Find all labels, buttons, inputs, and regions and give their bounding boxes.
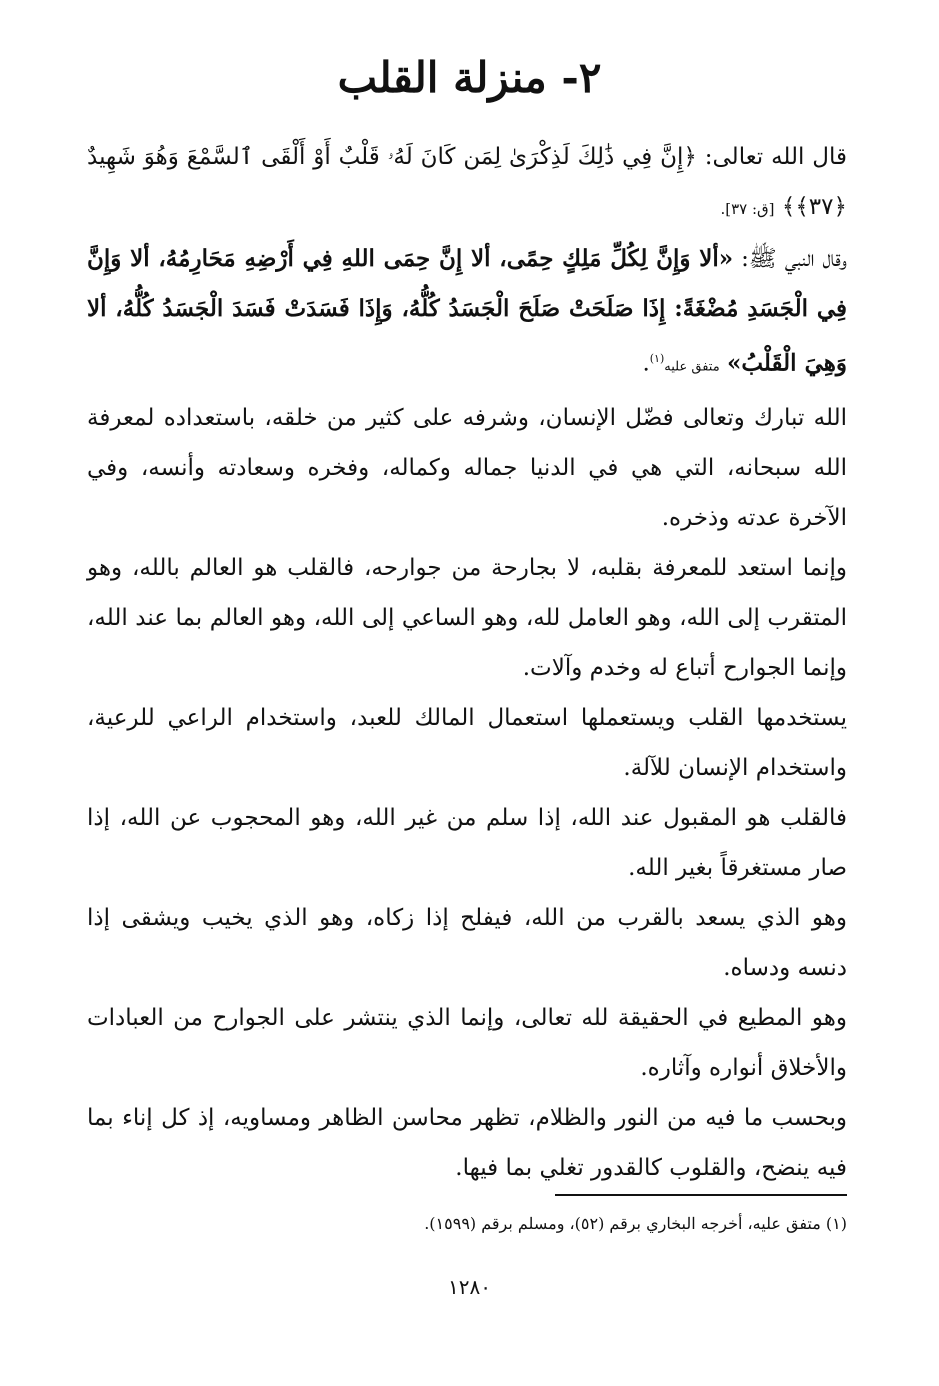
body-paragraph: وهو الذي يسعد بالقرب من الله، فيفلح إذا زكاه، وهو الذي يخيب ويشقى إذا دنسه ودساه. bbox=[87, 904, 847, 981]
page-body bbox=[87, 132, 847, 1193]
hadith-intro: وقال النبي ﷺ: bbox=[741, 246, 848, 272]
body-paragraph: الله تبارك وتعالى فضّل الإنسان، وشرفه على كثير من خلقه، باستعداده لمعرفة الله سبحانه، التي هي في الدنيا جماله وكماله، وفخره وسعادته وأنسه، وفي الآخرة عدته وذخره. bbox=[87, 404, 847, 531]
page-title: ٢- منزلة القلب bbox=[337, 53, 602, 102]
footnote-separator bbox=[555, 1194, 847, 1196]
body-paragraph: وبحسب ما فيه من النور والظلام، تظهر محاسن الظاهر ومساويه، إذ كل إناء بما فيه ينضح، والقلوب كالقدور تغلي بما فيها. bbox=[87, 1104, 847, 1181]
quran-paragraph bbox=[87, 132, 847, 234]
hadith-text: «ألا وَإِنَّ لِكُلِّ مَلِكٍ حِمًى، ألا إِنَّ حِمَى اللهِ فِي أَرْضِهِ مَحَارِمُهُ، ألا وَإِنَّ فِي الْجَسَدِ مُضْغَةً: إِذَا صَلَحَتْ صَلَحَ الْجَسَدُ كُلُّهُ، وَإِذَا فَسَدَتْ فَسَدَ الْجَسَدُ كُلُّهُ، ألا وَهِيَ الْقَلْبُ» bbox=[87, 245, 847, 377]
hadith-paragraph: وقال النبي ﷺ: «ألا وَإِنَّ لِكُلِّ مَلِكٍ حِمًى، ألا إِنَّ حِمَى اللهِ فِي أَرْضِهِ مَحَارِمُهُ، ألا وَإِنَّ فِي الْجَسَدِ مُضْغَةً: إِذَا صَلَحَتْ صَلَحَ الْجَسَدُ كُلُّهُ، وَإِذَا فَسَدَتْ فَسَدَ الْجَسَدُ كُلُّهُ، ألا وَهِيَ الْقَلْبُ» متفق عليه$^{(١)}$. bbox=[87, 245, 848, 377]
body-paragraph: يستخدمها القلب ويستعملها استعمال المالك للعبد، واستخدام الراعي للرعية، واستخدام الإنسان للآلة. bbox=[87, 704, 847, 781]
page-number: ١٢٨٠ bbox=[448, 1275, 491, 1299]
quran-reference: [ق: ٣٧]. bbox=[720, 200, 775, 218]
quran-verse: ﴿إِنَّ فِي ذَٰلِكَ لَذِكْرَىٰ لِمَن كَانَ لَهُۥ قَلْبٌ أَوْ أَلْقَى ٱلسَّمْعَ وَهُوَ شَهِيدٌ ﴿٣٧﴾﴾ bbox=[87, 144, 847, 220]
hadith-source: متفق عليه bbox=[664, 359, 720, 375]
footnote: (١) متفق عليه، أخرجه البخاري برقم (٥٢)، ومسلم برقم (١٥٩٩). bbox=[424, 1214, 847, 1233]
body-paragraph: وإنما استعد للمعرفة بقلبه، لا بجارحة من جوارحه، فالقلب هو العالم بالله، وهو المتقرب إلى الله، وهو العامل لله، وهو الساعي إلى الله، وهو العالم بما عند الله، وإنما الجوارح أتباع له وخدم وآلات. bbox=[87, 554, 847, 681]
footnote-marker: (١) bbox=[649, 352, 665, 365]
body-paragraph: وهو المطيع في الحقيقة لله تعالى، وإنما الذي ينتشر على الجوارح من العبادات والأخلاق أنواره وآثاره. bbox=[87, 1004, 847, 1081]
quran-intro: قال الله تعالى: bbox=[704, 144, 847, 170]
body-paragraph: فالقلب هو المقبول عند الله، إذا سلم من غير الله، وهو المحجوب عن الله، إذا صار مستغرقاً بغير الله. bbox=[87, 804, 847, 881]
